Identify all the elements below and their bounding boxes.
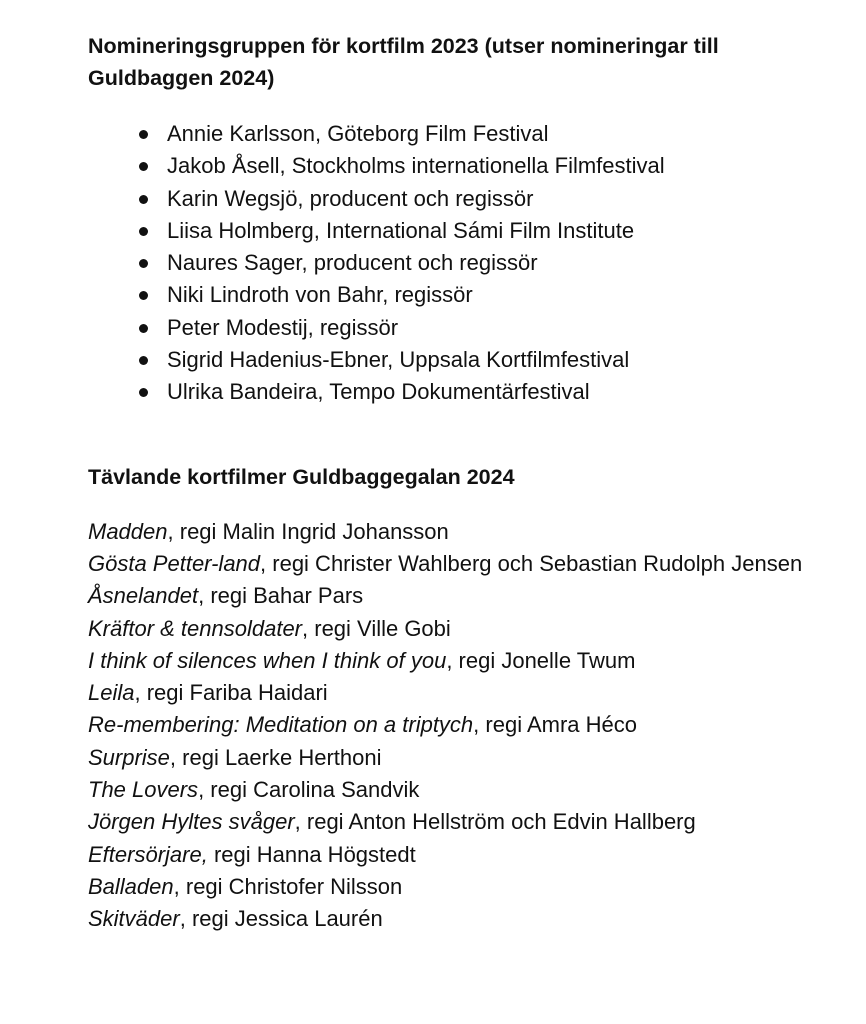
film-credit: , regi Malin Ingrid Johansson [167,518,449,544]
film-title: Skitväder [88,906,180,932]
jury-member [88,312,848,344]
document-page [88,30,848,936]
bullet-icon [139,356,148,365]
film-title: Jörgen Hyltes svåger [88,809,295,835]
jury-member-text: Sigrid Hadenius-Ebner, Uppsala Kortfilmfestival [167,347,630,373]
jury-member-text: Annie Karlsson, Göteborg Film Festival [167,121,549,146]
jury-member [88,376,848,408]
films-heading: Tävlande kortfilmer Guldbaggegalan 2024 [88,464,515,489]
film-entry [88,677,848,709]
film-title: Leila [88,680,135,706]
film-entry [88,871,848,903]
film-title: Madden [88,518,168,544]
jury-member-text: Karin Wegsjö, producent och regissör [167,185,534,211]
film-entry [88,709,848,741]
film-title: Re-membering: Meditation on a triptych [88,712,474,738]
film-entry [88,613,848,645]
film-title: Surprise [88,744,170,770]
film-entry [88,580,848,612]
film-entry [88,516,848,548]
bullet-icon [139,291,148,300]
film-entry [88,645,848,677]
jury-heading: Nomineringsgruppen för kortfilm 2023 (utser nomineringar till Guldbaggen 2024) [88,34,719,90]
film-title: Gösta Petter-land [88,550,261,576]
jury-member [88,183,848,215]
film-credit: , regi Amra Héco [473,712,638,738]
bullet-icon [139,227,148,236]
jury-member-text: Jakob Åsell, Stockholms internationella Filmfestival [167,153,665,179]
film-entry [88,839,848,871]
film-credit: , regi Jonelle Twum [446,647,636,673]
film-title: Kräftor & tennsoldater [88,615,303,641]
jury-member [88,118,848,150]
bullet-icon [139,324,148,333]
film-credit: , regi Christofer Nilsson [173,873,403,899]
film-credit: , regi Anton Hellström och Edvin Hallberg [294,809,696,835]
film-credit: , regi Bahar Pars [198,583,364,609]
film-entry [88,548,848,580]
bullet-icon [139,195,148,204]
jury-member-text: Naures Sager, producent och regissör [167,250,538,276]
jury-member [88,215,848,247]
jury-list [88,118,848,409]
film-title: Åsnelandet [88,583,199,609]
bullet-icon [139,162,148,171]
bullet-icon [139,388,148,397]
film-credit: , regi Ville Gobi [302,615,451,641]
jury-member [88,150,848,182]
film-title: Eftersörjare, [88,841,208,867]
film-entry [88,903,848,935]
film-credit: , regi Laerke Herthoni [169,744,382,770]
bullet-icon [139,130,148,139]
film-credit: , regi Jessica Laurén [179,906,383,932]
film-title: I think of silences when I think of you [88,647,447,673]
film-credit: regi Hanna Högstedt [207,841,416,867]
film-credit: , regi Fariba Haidari [134,680,328,706]
film-list [88,516,848,936]
jury-member-text: Ulrika Bandeira, Tempo Dokumentärfestival [167,379,590,405]
film-title: The Lovers [88,777,199,803]
jury-member [88,344,848,376]
film-title: Balladen [88,873,174,899]
film-entry [88,806,848,838]
film-credit: , regi Christer Wahlberg och Sebastian Rudolph Jensen [260,550,803,576]
film-entry [88,742,848,774]
jury-member-text: Niki Lindroth von Bahr, regissör [167,282,473,308]
bullet-icon [139,259,148,268]
jury-member-text: Peter Modestij, regissör [167,314,399,340]
film-entry [88,774,848,806]
film-credit: , regi Carolina Sandvik [198,777,420,803]
jury-member-text: Liisa Holmberg, International Sámi Film Institute [167,217,635,243]
jury-member [88,247,848,279]
jury-member [88,279,848,311]
